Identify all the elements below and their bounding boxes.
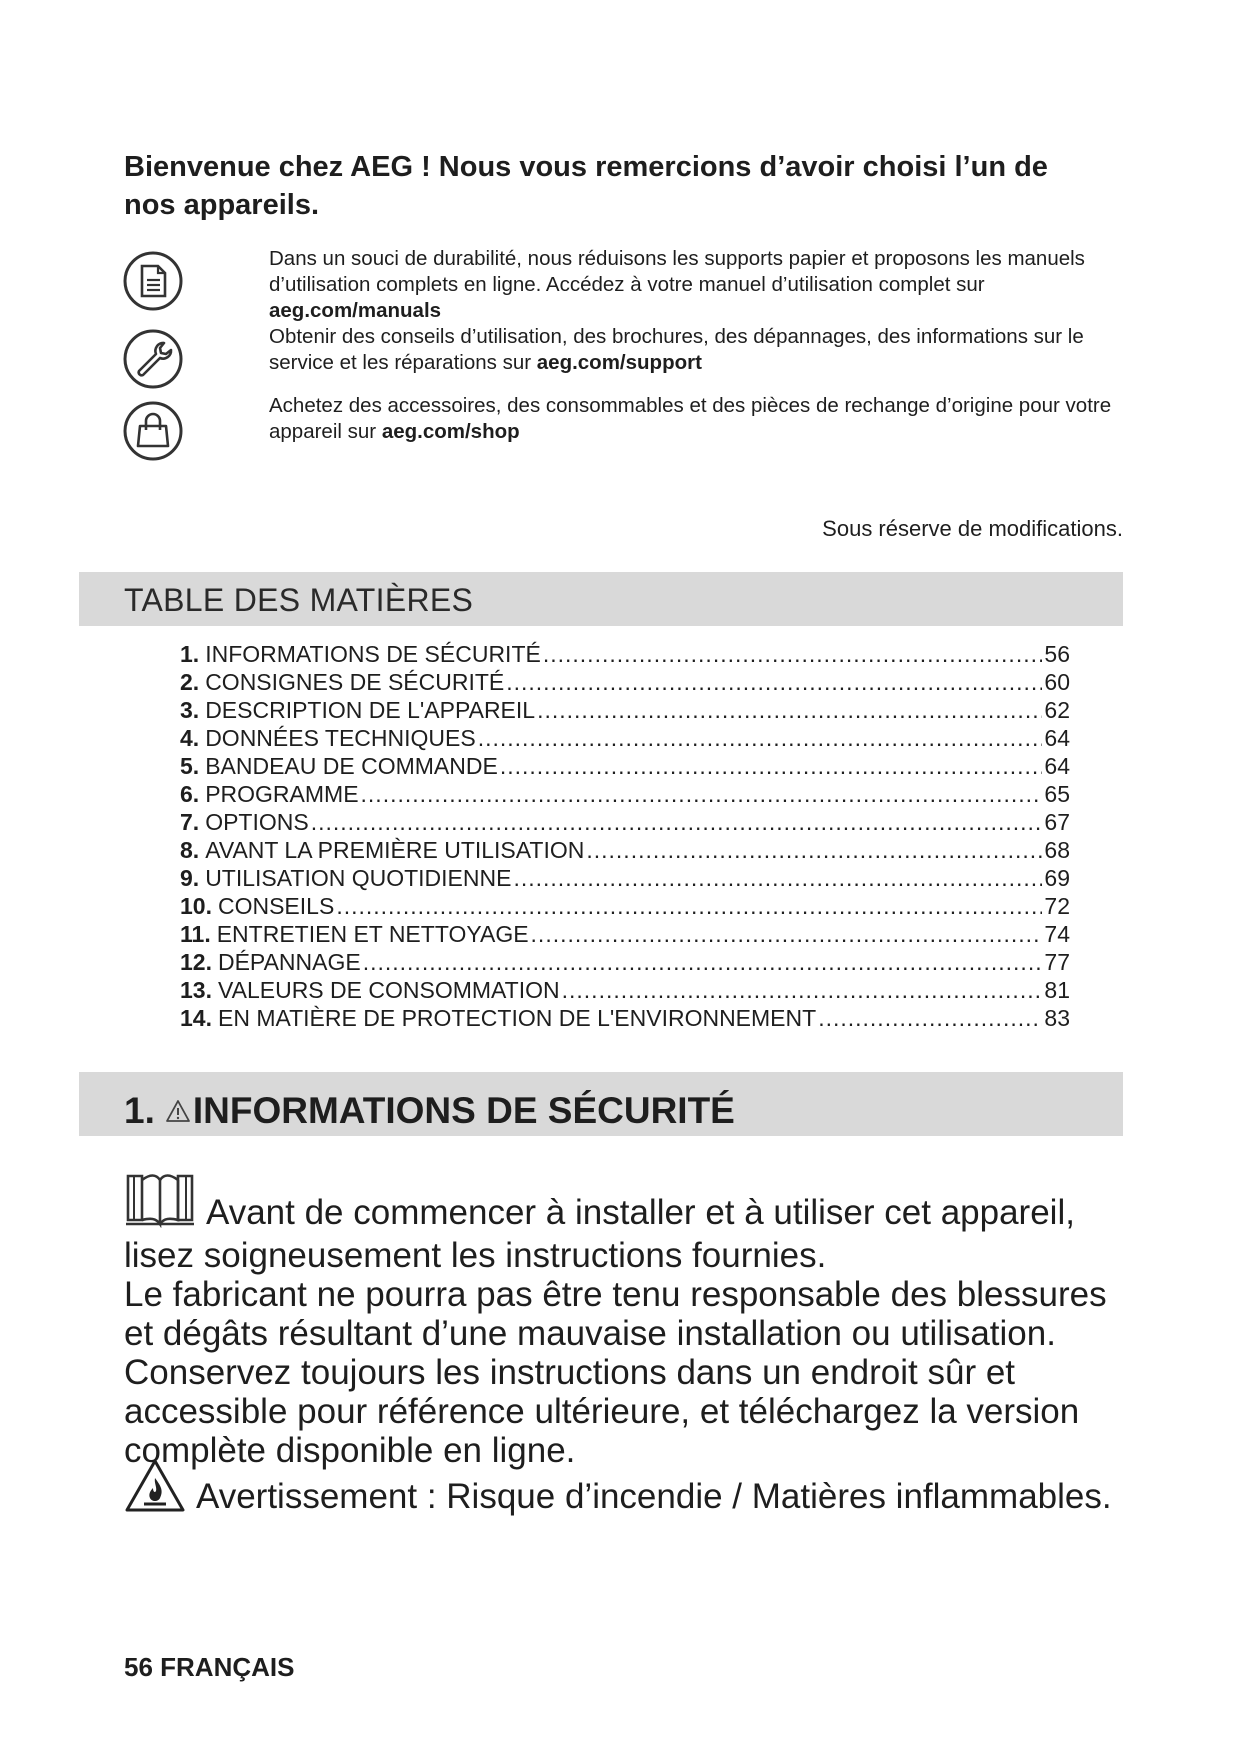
toc-item-number: 10. xyxy=(180,893,212,919)
toc-leader xyxy=(361,780,1043,808)
fire-warning-icon xyxy=(124,1458,186,1522)
toc-leader xyxy=(500,752,1043,780)
toc-item[interactable] xyxy=(180,752,1070,780)
shop-text: Achetez des accessoires, des consommables et des pièces de rechange d’origine pour votre appareil sur xyxy=(269,394,1112,443)
welcome-line-1: Bienvenue chez AEG ! Nous vous remercions d’avoir choisi l’un de xyxy=(124,151,1048,183)
toc-item-number: 6. xyxy=(180,781,200,807)
toc-item-number: 4. xyxy=(180,725,200,751)
toc-item-title: UTILISATION QUOTIDIENNE xyxy=(205,865,512,891)
toc-item-page: 64 xyxy=(1044,725,1070,751)
warning-small-icon xyxy=(165,1099,191,1123)
intro-paragraph xyxy=(124,1170,1129,1275)
support-link[interactable]: aeg.com/support xyxy=(536,351,702,374)
toc-item-title: EN MATIÈRE DE PROTECTION DE L'ENVIRONNEMENT xyxy=(217,1005,817,1031)
toc-item-title: ENTRETIEN ET NETTOYAGE xyxy=(216,921,529,947)
toc-item-page: 60 xyxy=(1044,669,1070,695)
welcome-heading xyxy=(124,148,1124,224)
toc-leader xyxy=(478,724,1043,752)
shop-link[interactable]: aeg.com/shop xyxy=(381,420,520,443)
toc-item-page: 65 xyxy=(1044,781,1070,807)
shopping-bag-icon xyxy=(122,400,184,462)
toc-item-title: INFORMATIONS DE SÉCURITÉ xyxy=(205,641,541,667)
wrench-icon xyxy=(122,328,184,390)
fire-warning xyxy=(124,1458,1129,1522)
toc-item-page: 74 xyxy=(1044,921,1070,947)
toc-item-page: 72 xyxy=(1044,893,1070,919)
toc-item-page: 81 xyxy=(1044,977,1070,1003)
toc-list xyxy=(180,640,1070,1032)
toc-item-title: DESCRIPTION DE L'APPAREIL xyxy=(205,697,536,723)
toc-leader xyxy=(336,892,1042,920)
toc-item[interactable] xyxy=(180,864,1070,892)
intro-text: Avant de commencer à installer et à utiliser cet appareil, lisez soigneusement les instructions fournies. xyxy=(124,1193,1075,1275)
toc-item-page: 62 xyxy=(1044,697,1070,723)
toc-item-number: 12. xyxy=(180,949,212,975)
section-title xyxy=(124,1090,735,1132)
toc-leader xyxy=(506,668,1042,696)
toc-item-page: 67 xyxy=(1044,809,1070,835)
toc-leader xyxy=(562,976,1043,1004)
toc-item-page: 83 xyxy=(1044,1005,1070,1031)
section-heading: INFORMATIONS DE SÉCURITÉ xyxy=(192,1090,735,1131)
warning-text: Avertissement : Risque d’incendie / Matières inflammables. xyxy=(196,1477,1112,1516)
toc-leader xyxy=(513,864,1042,892)
shop-info xyxy=(269,393,1129,445)
liability-paragraph: Le fabricant ne pourra pas être tenu responsable des blessures et dégâts résultant d’une mauvaise installation ou utilisation. Conservez toujours les instructions dans un endroit sûr et accessible pour référence ultérieure, et téléchargez la version complète disponible en ligne. xyxy=(124,1275,1107,1470)
reserve-note: Sous réserve de modifications. xyxy=(822,516,1123,541)
toc-item-number: 3. xyxy=(180,697,200,723)
manuals-info xyxy=(269,246,1129,324)
toc-item-number: 11. xyxy=(180,921,211,947)
manuals-text: Dans un souci de durabilité, nous réduisons les supports papier et proposons les manuels d’utilisation complets en ligne. Accédez à votre manuel d’utilisation complet sur xyxy=(269,247,1085,296)
toc-item-number: 1. xyxy=(180,641,200,667)
toc-leader xyxy=(543,640,1043,668)
toc-item[interactable] xyxy=(180,724,1070,752)
toc-item-number: 14. xyxy=(180,1005,212,1031)
toc-item-page: 64 xyxy=(1044,753,1070,779)
toc-item[interactable] xyxy=(180,808,1070,836)
toc-item-page: 68 xyxy=(1044,837,1070,863)
toc-item-title: BANDEAU DE COMMANDE xyxy=(205,753,498,779)
toc-leader xyxy=(363,948,1043,976)
toc-item-title: OPTIONS xyxy=(205,809,309,835)
support-text: Obtenir des conseils d’utilisation, des brochures, des dépannages, des informations sur le service et les réparations sur xyxy=(269,325,1084,374)
toc-leader xyxy=(537,696,1042,724)
toc-item-title: VALEURS DE CONSOMMATION xyxy=(217,977,560,1003)
toc-leader xyxy=(818,1004,1042,1032)
toc-item[interactable] xyxy=(180,640,1070,668)
toc-item-title: CONSIGNES DE SÉCURITÉ xyxy=(205,669,505,695)
toc-item-page: 69 xyxy=(1044,865,1070,891)
toc-item[interactable] xyxy=(180,696,1070,724)
toc-item[interactable] xyxy=(180,948,1070,976)
toc-item[interactable] xyxy=(180,976,1070,1004)
toc-leader xyxy=(586,836,1042,864)
toc-item[interactable] xyxy=(180,1004,1070,1032)
toc-item-title: DONNÉES TECHNIQUES xyxy=(205,725,476,751)
toc-item[interactable] xyxy=(180,892,1070,920)
toc-leader xyxy=(311,808,1043,836)
toc-item-number: 13. xyxy=(180,977,212,1003)
safety-intro xyxy=(124,1170,1129,1470)
toc-item-title: AVANT LA PREMIÈRE UTILISATION xyxy=(205,837,585,863)
toc-leader xyxy=(531,920,1043,948)
welcome-line-2: nos appareils. xyxy=(124,189,320,221)
toc-item-number: 9. xyxy=(180,865,200,891)
manual-icon xyxy=(122,250,184,312)
toc-item[interactable] xyxy=(180,920,1070,948)
toc-item-number: 7. xyxy=(180,809,200,835)
page-footer: 56 FRANÇAIS xyxy=(124,1652,295,1682)
support-info xyxy=(269,324,1129,376)
toc-item[interactable] xyxy=(180,668,1070,696)
section-number: 1. xyxy=(124,1090,155,1131)
toc-item-title: DÉPANNAGE xyxy=(217,949,361,975)
manuals-link[interactable]: aeg.com/manuals xyxy=(269,299,442,322)
toc-item-number: 2. xyxy=(180,669,200,695)
toc-item-page: 77 xyxy=(1044,949,1070,975)
toc-item-page: 56 xyxy=(1044,641,1070,667)
toc-title: TABLE DES MATIÈRES xyxy=(124,582,474,618)
toc-item-title: CONSEILS xyxy=(217,893,335,919)
open-book-icon xyxy=(124,1170,196,1236)
toc-item[interactable] xyxy=(180,780,1070,808)
toc-item-number: 5. xyxy=(180,753,200,779)
toc-item-number: 8. xyxy=(180,837,200,863)
toc-item-title: PROGRAMME xyxy=(205,781,359,807)
toc-item[interactable] xyxy=(180,836,1070,864)
